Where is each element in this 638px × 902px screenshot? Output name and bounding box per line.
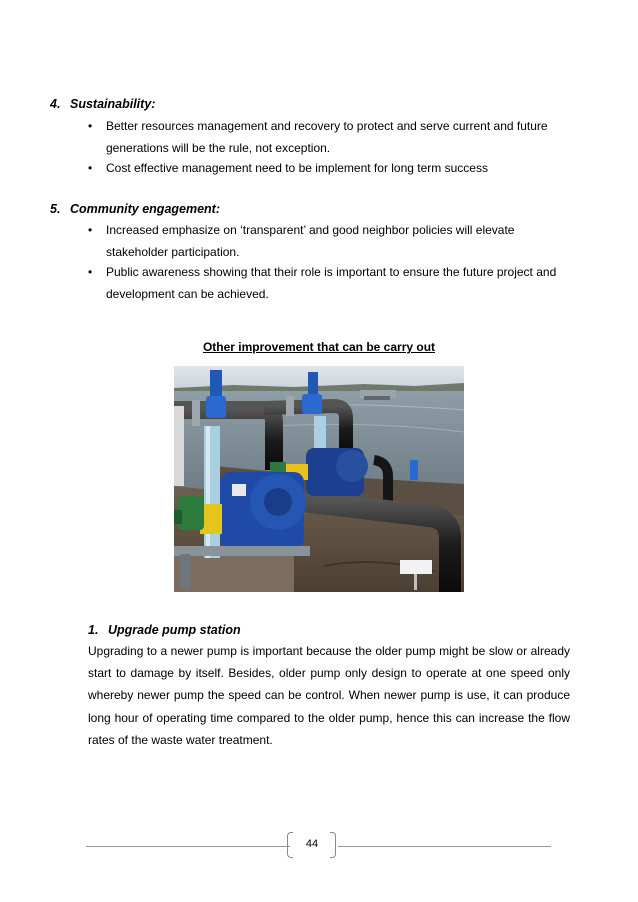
- section-heading-sustainability: [50, 97, 155, 111]
- section-number: 5.: [50, 202, 61, 216]
- bullet-line: Better resources management and recovery to protect and serve current and future: [106, 119, 548, 133]
- improvement-heading: [88, 623, 241, 637]
- figure-caption: [0, 340, 638, 354]
- bullet-line: development can be achieved.: [106, 287, 269, 301]
- footer-rule-right: [338, 846, 551, 847]
- bullet-icon: •: [88, 161, 93, 175]
- improvement-paragraph: Upgrading to a newer pump is important because the older pump might be slow or already start to damage by itself. Besides, older pump only design to operate at one speed only whereby newer pump the speed can be control. When newer pump is use, it can produce long hour of operating time compared to the older pump, hence this can increase the flow rates of the waste water treatment.: [88, 644, 570, 747]
- improvement-number: 1.: [88, 623, 99, 637]
- pump-station-photo: [174, 366, 464, 592]
- bullet-line: generations will be the rule, not exception.: [106, 141, 331, 155]
- bullet-line: stakeholder participation.: [106, 245, 240, 259]
- footer-bracket-right: [330, 832, 336, 858]
- list-item: [88, 115, 570, 159]
- bullet-line: Cost effective management need to be implement for long term success: [106, 161, 488, 175]
- page-number: 44: [305, 838, 319, 850]
- section-number: 4.: [50, 97, 61, 111]
- list-item: [88, 219, 570, 263]
- bullet-icon: •: [88, 265, 93, 279]
- section-title: Sustainability:: [70, 97, 156, 111]
- bullet-line: Public awareness showing that their role is important to ensure the future project and: [106, 265, 557, 279]
- footer-rule-left: [86, 846, 290, 847]
- section-heading-community-engagement: [50, 202, 220, 216]
- list-item: [88, 261, 570, 305]
- improvement-title: Upgrade pump station: [108, 623, 241, 637]
- bullet-icon: •: [88, 119, 93, 133]
- bullet-icon: •: [88, 223, 93, 237]
- bullet-line: Increased emphasize on ‘transparent’ and good neighbor policies will elevate: [106, 223, 515, 237]
- caption-text: Other improvement that can be carry out: [202, 340, 436, 354]
- footer-bracket-left: [287, 832, 293, 858]
- section-title: Community engagement:: [70, 202, 221, 216]
- list-item: [88, 157, 570, 179]
